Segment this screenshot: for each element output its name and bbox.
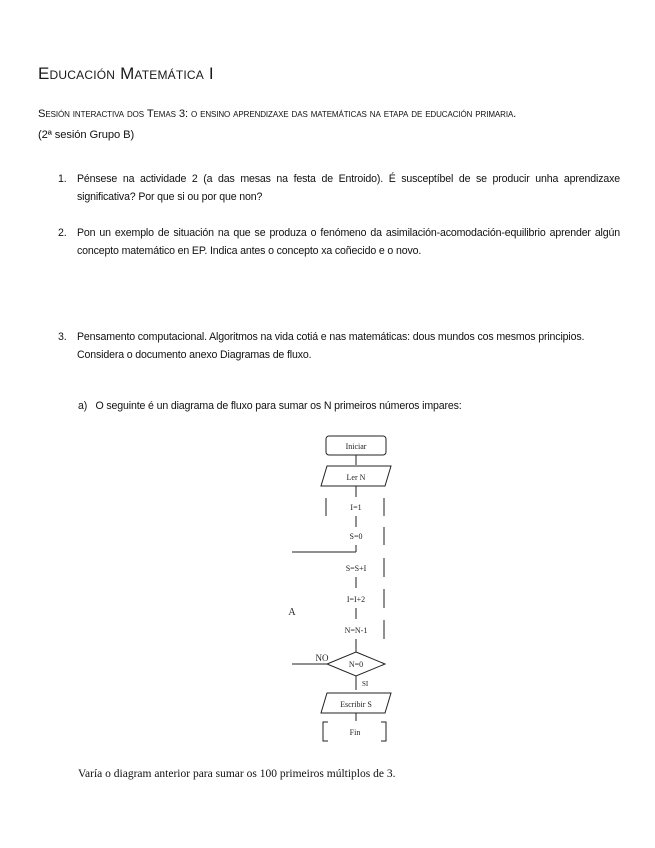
- flow-write-label: Escribir S: [340, 700, 372, 709]
- flow-update-n-label: N=N-1: [344, 626, 368, 635]
- flow-init-s-label: S=0: [349, 532, 363, 541]
- final-task: Varía o diagram anterior para sumar os 100 primeiros múltiplos de 3.: [78, 768, 396, 780]
- flow-end-left: [323, 722, 328, 741]
- flow-side-mark: A: [288, 607, 296, 618]
- question-text: Pon un exemplo de situación na que se produza o fenómeno da asimilación-acomodación-equilibrio aprender algún concepto matemático en EP. Indica antes o concepto xa coñecido e o novo.: [77, 227, 620, 257]
- question-number: 1.: [58, 173, 67, 185]
- question-number: 2.: [58, 227, 67, 239]
- flow-init-i-label: I=1: [350, 503, 362, 512]
- document-title: Educación Matemática I: [38, 64, 214, 83]
- flow-decision-label: N=0: [348, 660, 364, 669]
- flow-end-right: [381, 722, 386, 741]
- session-sub: (2ª sesión Grupo B): [38, 129, 135, 141]
- flow-update-s-label: S=S+I: [345, 564, 367, 573]
- flow-read-label: Ler N: [346, 473, 366, 482]
- subquestion-label: a): [78, 400, 88, 412]
- flow-end-label: Fin: [349, 728, 361, 737]
- session-line: Sesión interactiva dos Temas 3: o ensino aprendizaxe das matemáticas na etapa de educación primaria.: [38, 108, 517, 120]
- question-note: Considera o documento anexo Diagramas de fluxo.: [77, 349, 312, 361]
- flow-start-label: Iniciar: [345, 442, 367, 451]
- subquestion-text: O seguinte é un diagrama de fluxo para sumar os N primeiros números impares:: [95, 400, 462, 412]
- question-text: Pénsese na actividade 2 (a das mesas na festa de Entroido). É susceptíbel de se producir unha aprendizaxe significativa? Por que si ou por que non?: [77, 173, 620, 203]
- flow-no-label: NO: [315, 653, 329, 663]
- question-text: Pensamento computacional. Algoritmos na vida cotiá e nas matemáticas: dous mundos cos mesmos principios.: [77, 331, 585, 343]
- question-number: 3.: [58, 331, 67, 343]
- flow-yes-label: SI: [362, 680, 369, 688]
- flow-update-i-label: I=I+2: [346, 595, 366, 604]
